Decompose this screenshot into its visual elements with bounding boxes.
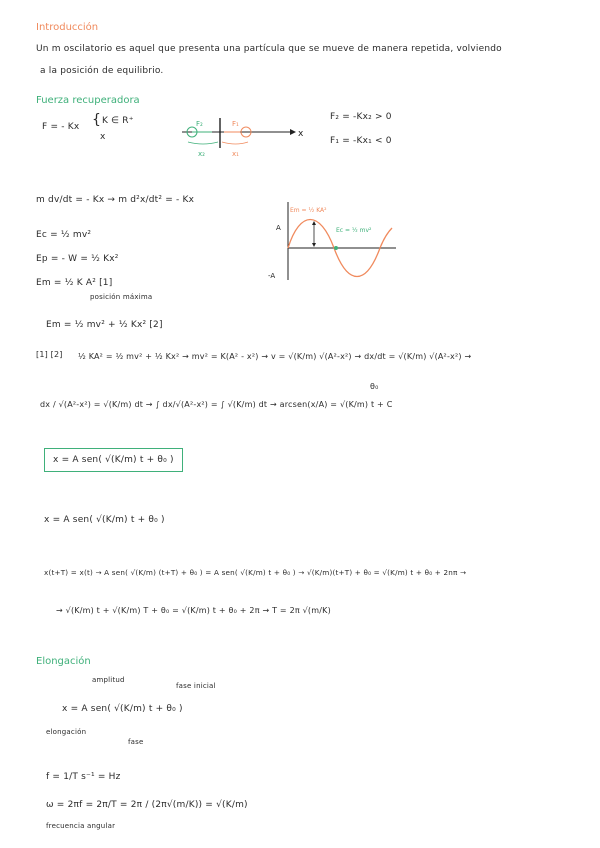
ec-eq: Ec = ½ mv² [36, 230, 92, 240]
energy-graph [262, 198, 402, 282]
label-x1: x₁ [232, 150, 239, 158]
label-x-axis: x [298, 129, 304, 139]
newton-eq: m dv/dt = - Kx → m d²x/dt² = - Kx [36, 195, 195, 205]
frequency-eq: f = 1/T s⁻¹ = Hz [46, 772, 121, 782]
graph-ec-label: Ec = ½ mv² [336, 227, 372, 234]
sine-upper [288, 220, 334, 249]
label-f1: F₁ [232, 120, 239, 128]
period-line-2: → √(K/m) t + √(K/m) T + θ₀ = √(K/m) t + θ₀ + 2π → T = 2π √(m/K) [56, 606, 331, 615]
fuerza-title: Fuerza recuperadora [36, 95, 140, 106]
angular-frequency-eq: ω = 2πf = 2π/T = 2π / (2π√(m/K)) = √(K/m) [46, 800, 248, 810]
label-elongacion: elongación [46, 728, 87, 736]
graph-em-label: Em = ½ KA² [290, 207, 327, 214]
displacement-diagram [178, 112, 308, 162]
integral-eq: dx / √(A²-x²) = √(K/m) dt → ∫ dx/√(A²-x²) = ∫ √(K/m) dt → arcsen(x/A) = √(K/m) t + C [40, 400, 393, 409]
label-fase: fase [128, 738, 144, 746]
graph-a-top: A [276, 224, 281, 232]
brace: { [92, 112, 102, 128]
label-x2: x₂ [198, 150, 205, 158]
em-eq: Em = ½ K A² [1] [36, 278, 113, 288]
result-2: x = A sen( √(K/m) t + θ₀ ) [44, 515, 165, 525]
elongacion-eq: x = A sen( √(K/m) t + θ₀ ) [62, 704, 183, 714]
intro-line-2: a la posición de equilibrio. [40, 66, 164, 76]
em-note: posición máxima [90, 293, 153, 301]
force-f1: F₁ = -Kx₁ < 0 [330, 136, 392, 146]
ep-eq: Ep = - W = ½ Kx² [36, 254, 119, 264]
combine-eq: ½ KA² = ½ mv² + ½ Kx² → mv² = K(A² - x²) → v = √(K/m) √(A²-x²) → dx/dt = √(K/m) √(A²-x²) → [78, 352, 472, 361]
intro-line-1: Un m oscilatorio es aquel que presenta una partícula que se mueve de manera repetida, volviendo [36, 44, 502, 54]
period-line-1: x(t+T) = x(t) → A sen( √(K/m) (t+T) + θ₀ ) = A sen( √(K/m) t + θ₀ ) → √(K/m)(t+T) + θ₀ = √(K/m) t + θ₀ + 2nπ → [44, 568, 467, 577]
result-box: x = A sen( √(K/m) t + θ₀ ) [44, 448, 183, 472]
intro-title: Introducción [36, 22, 99, 33]
angular-frequency-note: frecuencia angular [46, 822, 116, 830]
elongacion-title: Elongación [36, 656, 91, 667]
theta-label: θ₀ [370, 382, 379, 391]
combine-brackets: [1] [2] [36, 350, 63, 359]
force-f2: F₂ = -Kx₂ > 0 [330, 112, 392, 122]
sine-lower [334, 248, 380, 277]
label-f2: F₂ [196, 120, 203, 128]
em2-eq: Em = ½ mv² + ½ Kx² [2] [46, 320, 163, 330]
fuerza-cond-1: K ∈ R⁺ [102, 116, 134, 126]
graph-a-bottom: -A [268, 272, 276, 280]
fuerza-eq: F = - Kx [42, 122, 80, 132]
label-amplitud: amplitud [92, 676, 125, 684]
label-fase-inicial: fase inicial [176, 682, 216, 690]
fuerza-cond-2: x [100, 132, 106, 142]
